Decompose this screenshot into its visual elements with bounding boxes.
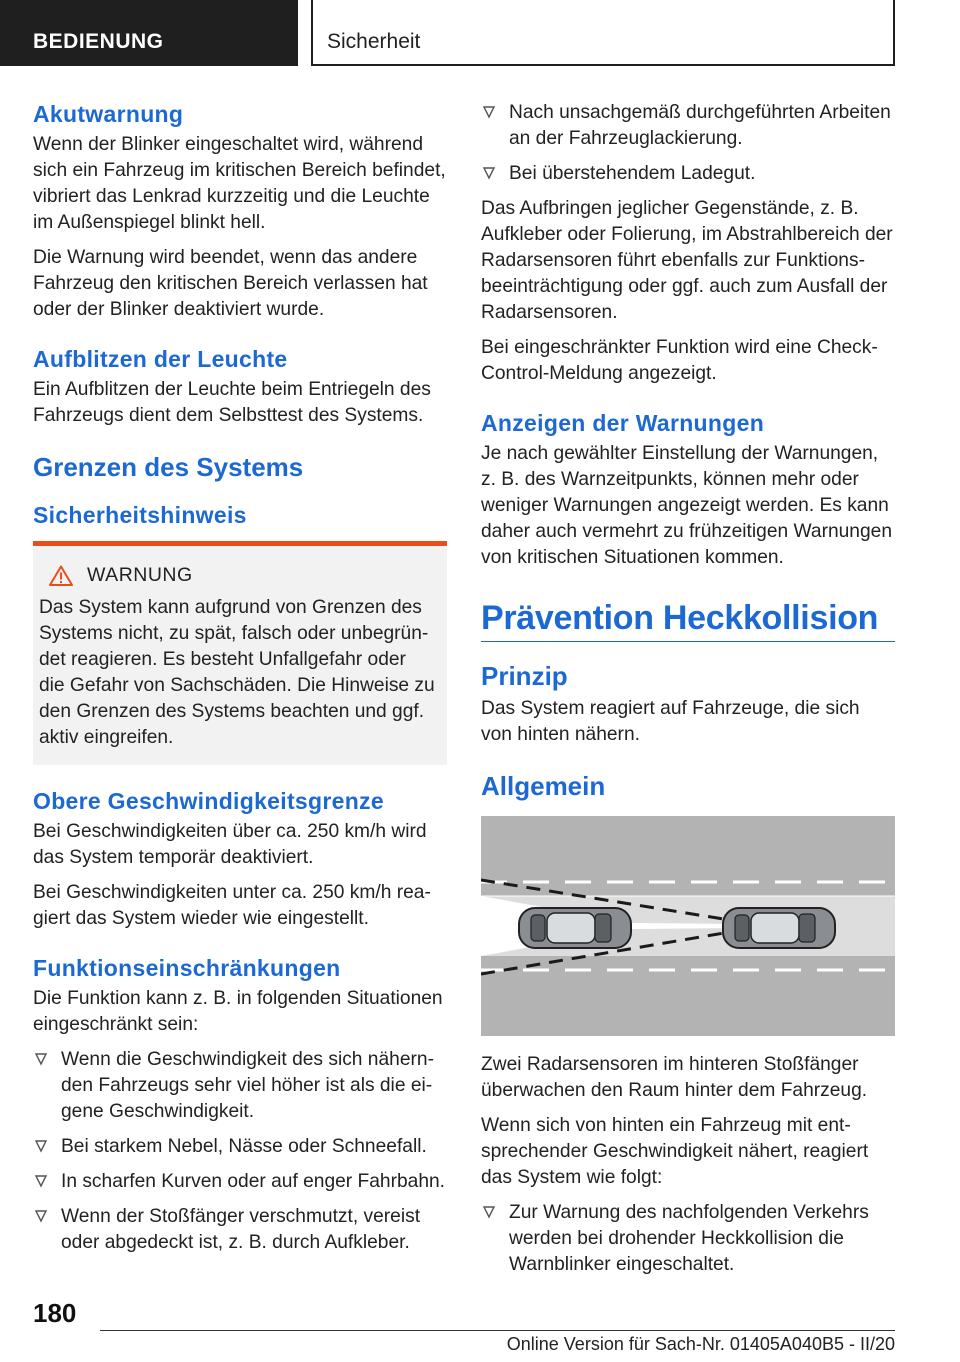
list-item-text: Wenn die Geschwindigkeit des sich nähernden Fahrzeugs sehr viel höher ist als die eigene Geschwindigkeit. xyxy=(61,1049,434,1122)
limitations-list xyxy=(33,1047,447,1256)
heading-prinzip: Prinzip xyxy=(481,661,568,691)
warning-text: Das System kann aufgrund von Grenzen des Systems nicht, zu spät, falsch oder unbegründet reagieren. Es besteht Unfallgefahr oder die Gefahr von Sachschäden. Die Hinweise zu den Grenzen des Systems beachten und ggf. aktiv eingreifen. xyxy=(39,597,435,748)
heading-akutwarnung: Akutwarnung xyxy=(33,101,184,127)
paragraph: Das System reagiert auf Fahrzeuge, die sich von hinten nähern. xyxy=(481,698,860,745)
list-item xyxy=(33,1204,447,1256)
road-diagram xyxy=(481,816,895,1036)
list-item-text: Bei überstehendem Ladegut. xyxy=(509,163,756,184)
warning-label: WARNUNG xyxy=(87,564,193,586)
list-item-text: In scharfen Kurven oder auf enger Fahrbahn. xyxy=(61,1171,445,1192)
chapter-tab xyxy=(311,0,895,66)
list-item xyxy=(33,1134,447,1160)
heading-praevention-heckkollision: Prävention Heckkollision xyxy=(481,599,879,637)
paragraph: Die Funktion kann z. B. in folgenden Situationen eingeschränkt sein: xyxy=(33,988,443,1035)
right-column xyxy=(481,100,895,1287)
ego-car xyxy=(723,908,835,948)
paragraph: Wenn der Blinker eingeschaltet wird, während sich ein Fahrzeug im kritischen Bereich befindet, vibriert das Lenkrad kurzzeitig und die Leuchte im Außenspiegel blinkt hell. xyxy=(33,134,446,233)
list-item xyxy=(33,1047,447,1125)
triangle-bullet-icon xyxy=(34,1206,48,1226)
list-item xyxy=(33,1169,447,1195)
paragraph: Die Warnung wird beendet, wenn das andere Fahrzeug den kritischen Bereich verlassen hat oder der Blinker deaktiviert wurde. xyxy=(33,247,428,320)
list-item-text: Nach unsachgemäß durchgeführten Arbeiten an der Fahrzeuglackierung. xyxy=(509,102,891,149)
paragraph: Wenn sich von hinten ein Fahrzeug mit entsprechender Geschwindigkeit nähert, reagiert das System wie folgt: xyxy=(481,1115,869,1188)
heading-obere-geschwindigkeitsgrenze: Obere Geschwindigkeitsgrenze xyxy=(33,788,384,814)
list-item-text: Bei starkem Nebel, Nässe oder Schneefall. xyxy=(61,1136,427,1157)
chapter-heading-block xyxy=(481,597,895,642)
paragraph: Zwei Radarsensoren im hinteren Stoßfänger überwachen den Raum hinter dem Fahrzeug. xyxy=(481,1054,868,1101)
warning-triangle-icon xyxy=(49,565,73,586)
left-column xyxy=(33,100,447,1265)
triangle-bullet-icon xyxy=(482,102,496,122)
paragraph: Das Aufbringen jeglicher Gegenstände, z. B. Aufkleber oder Folierung, im Abstrahlbereich der Radarsensoren führt ebenfalls zur Funktionsbeeinträchtigung oder ggf. auch zum Ausfall der Radarsensoren. xyxy=(481,198,893,323)
heading-sicherheitshinweis: Sicherheitshinweis xyxy=(33,502,247,528)
list-item-text: Zur Warnung des nachfolgenden Verkehrs werden bei drohender Heckkollision die Warnblinker eingeschaltet. xyxy=(509,1202,869,1275)
list-item xyxy=(481,1200,895,1278)
paragraph: Bei eingeschränkter Funktion wird eine Check-Control-Meldung angezeigt. xyxy=(481,337,878,384)
list-item-text: Wenn der Stoßfänger verschmutzt, vereist oder abgedeckt ist, z. B. durch Aufkleber. xyxy=(61,1206,421,1253)
paragraph: Je nach gewählter Einstellung der Warnungen, z. B. des Warnzeitpunkts, können mehr oder weniger Warnungen angezeigt werden. Es kann daher auch vermehrt zu frühzeitigen Warnungen von kritischen Situationen kommen. xyxy=(481,443,892,568)
triangle-bullet-icon xyxy=(482,1202,496,1222)
page-number: 180 xyxy=(33,1298,77,1328)
heading-funktionseinschraenkungen: Funktionseinschränkungen xyxy=(33,955,341,981)
triangle-bullet-icon xyxy=(482,163,496,183)
list-item xyxy=(481,100,895,152)
reaction-list xyxy=(481,1200,895,1278)
approaching-car xyxy=(519,908,631,948)
warning-header xyxy=(39,564,435,587)
chapter-label: Sicherheit xyxy=(327,30,421,53)
triangle-bullet-icon xyxy=(34,1049,48,1069)
heading-aufblitzen: Aufblitzen der Leuchte xyxy=(33,346,288,372)
paragraph: Bei Geschwindigkeiten unter ca. 250 km/h reagiert das System wieder wie eingestellt. xyxy=(33,882,431,929)
footer-text: Online Version für Sach-Nr. 01405A040B5 - II/20 xyxy=(506,1334,895,1354)
paragraph: Bei Geschwindigkeiten über ca. 250 km/h wird das System temporär deaktiviert. xyxy=(33,821,427,868)
heading-grenzen: Grenzen des Systems xyxy=(33,452,304,482)
section-tab xyxy=(0,0,298,66)
warning-box xyxy=(33,541,447,765)
heading-allgemein: Allgemein xyxy=(481,771,606,801)
triangle-bullet-icon xyxy=(34,1171,48,1191)
triangle-bullet-icon xyxy=(34,1136,48,1156)
section-label: BEDIENUNG xyxy=(33,30,164,53)
list-item xyxy=(481,161,895,187)
limitations-list-continued xyxy=(481,100,895,187)
heading-anzeigen: Anzeigen der Warnungen xyxy=(481,410,765,436)
footer-divider xyxy=(100,1330,895,1331)
radar-illustration xyxy=(481,816,895,1036)
paragraph: Ein Aufblitzen der Leuchte beim Entriegeln des Fahrzeugs dient dem Selbsttest des Systems. xyxy=(33,379,431,426)
